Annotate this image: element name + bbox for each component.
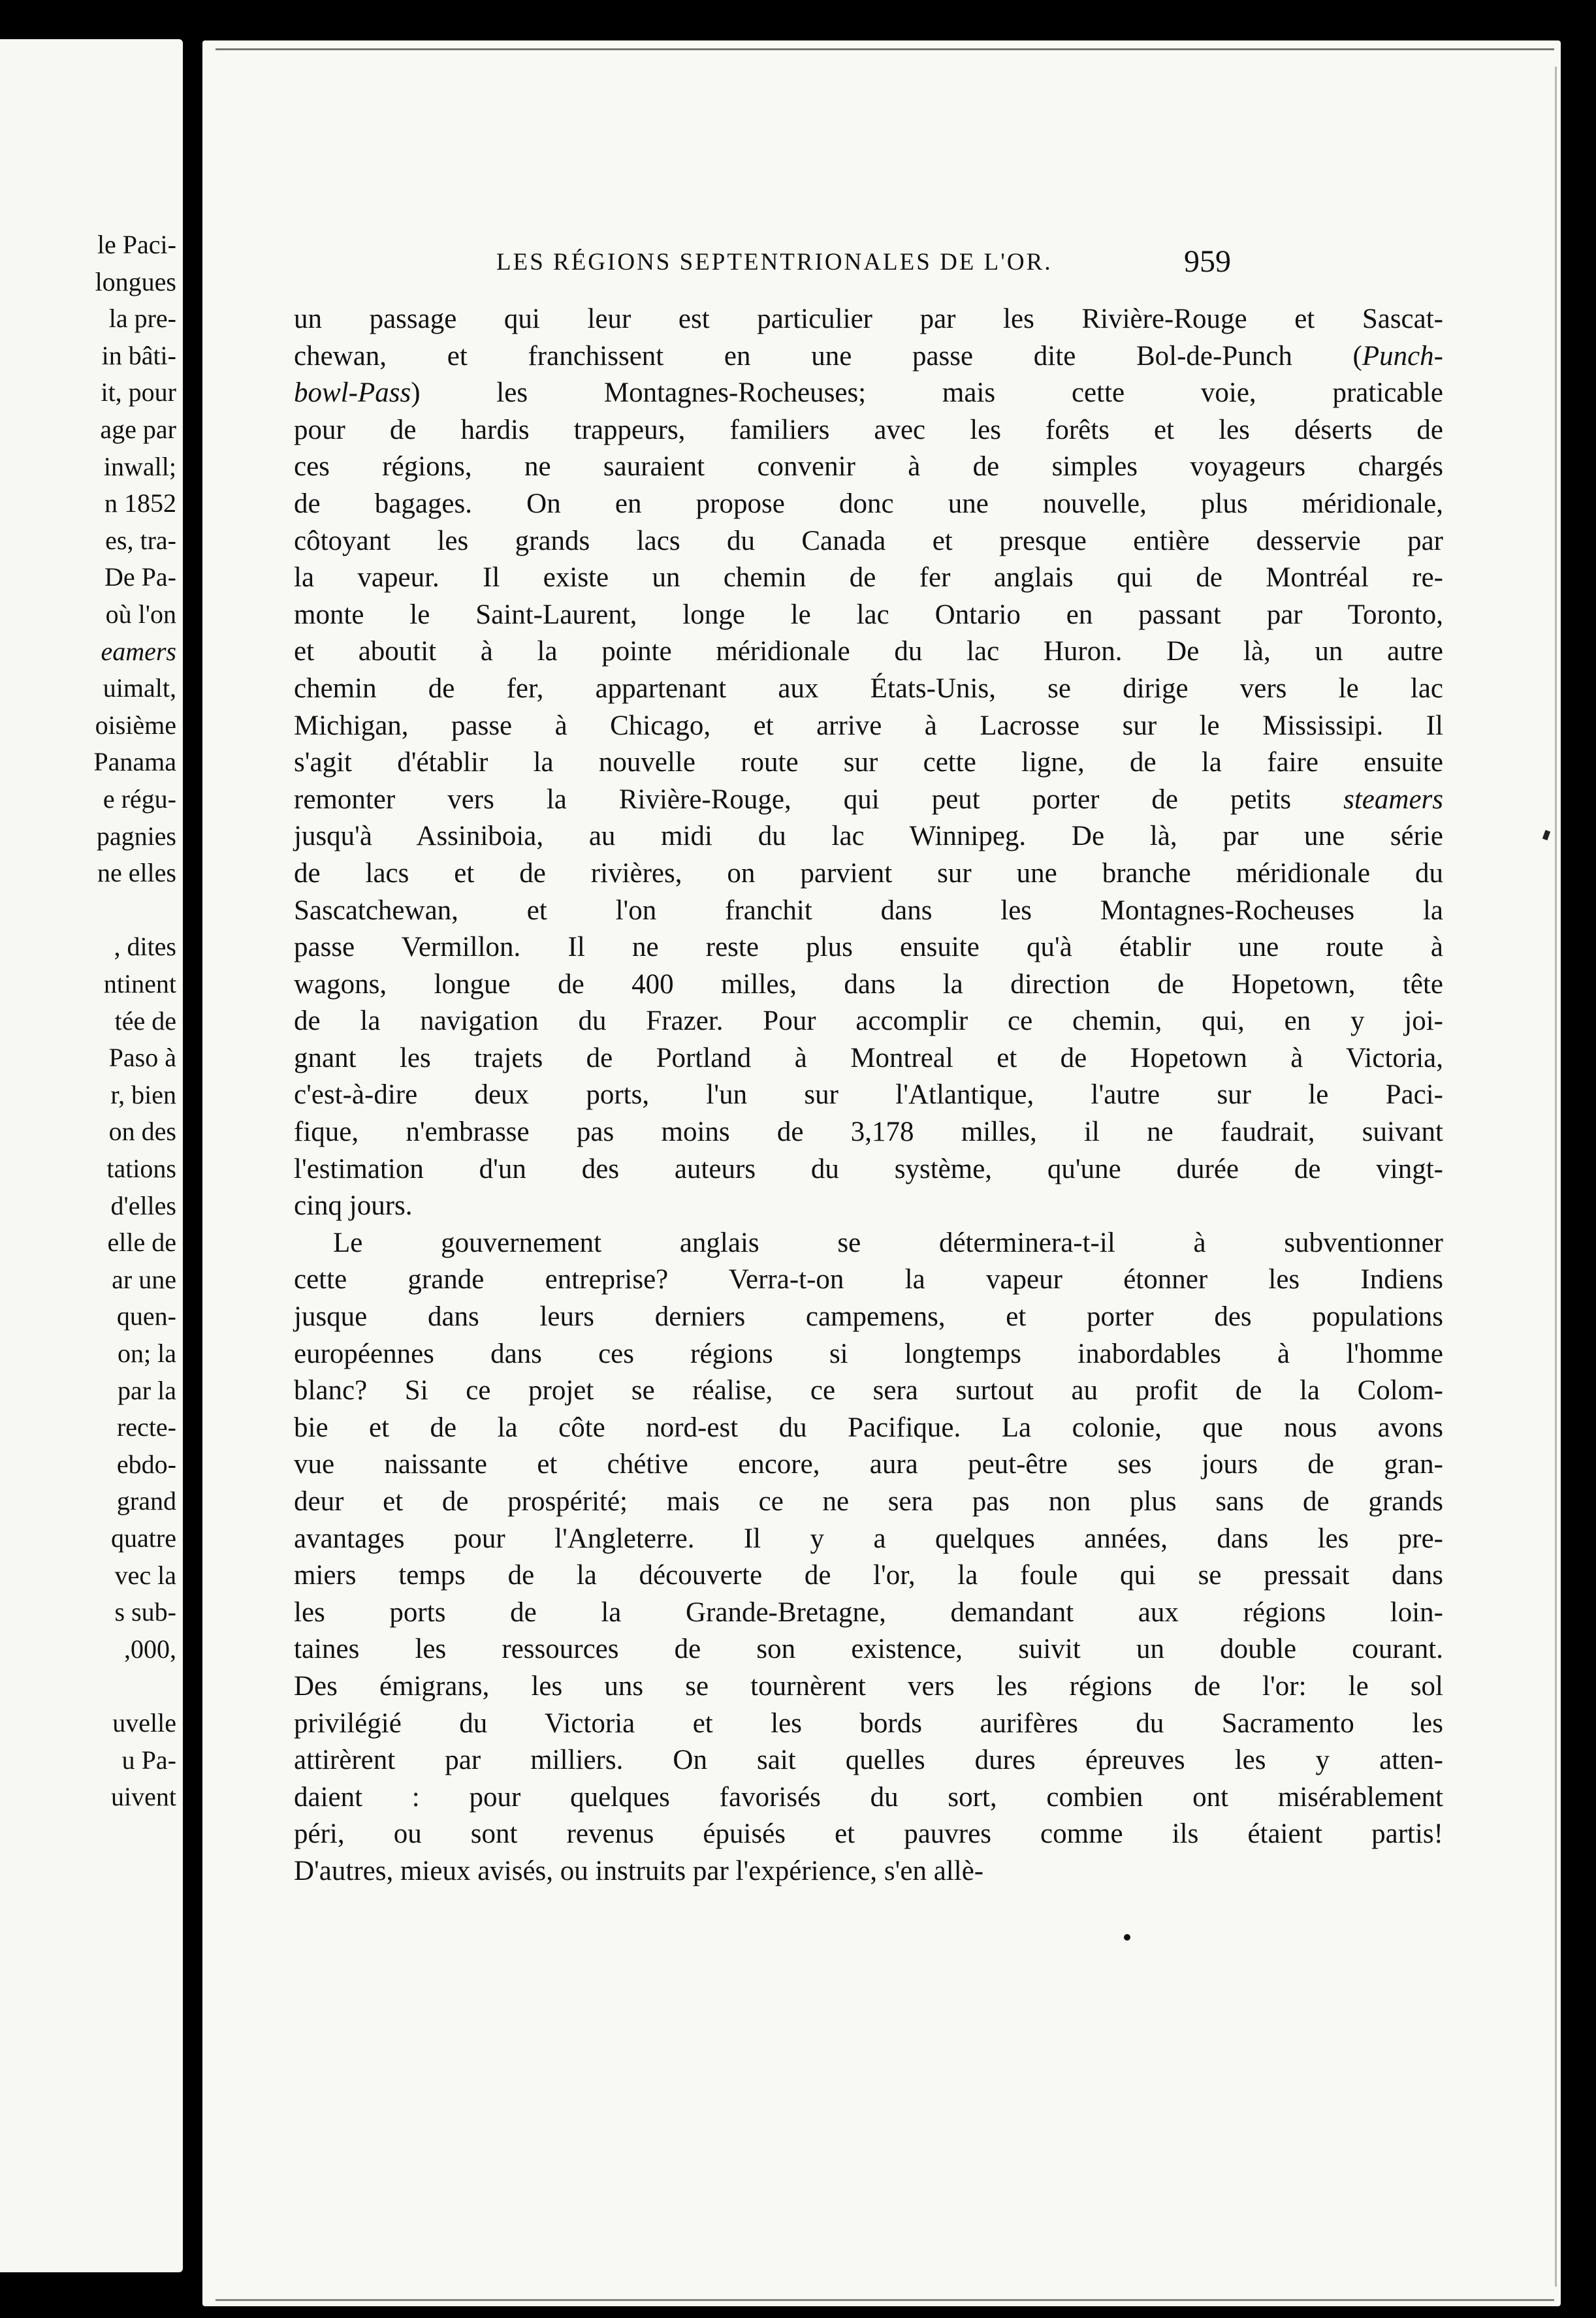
facing-page-line: inwall;: [103, 451, 176, 481]
facing-page-line: e régu-: [103, 784, 176, 814]
text-line: un passage qui leur est particulier par les Rivière-Rouge et Sascat-: [294, 304, 1443, 334]
facing-page-line: eamers: [101, 636, 176, 666]
facing-page-line: it, pour: [101, 377, 176, 407]
text-line: de bagages. On en propose donc une nouvelle, plus méridionale,: [294, 488, 1443, 519]
facing-page-line: uimalt,: [103, 673, 176, 703]
text-line: chewan, et franchissent en une passe dite Bol-de-Punch (Punch-: [294, 340, 1443, 372]
facing-page-line: r, bien: [110, 1079, 176, 1109]
top-edge-rule: [215, 48, 1554, 50]
text-line: privilégié du Victoria et les bords aurifères du Sacramento les: [294, 1707, 1443, 1739]
facing-page-line: ,000,: [124, 1634, 176, 1664]
text-line: Sascatchewan, et l'on franchit dans les Montagnes-Rocheuses la: [294, 895, 1443, 926]
text-line: jusque dans leurs derniers campemens, et porter des populations: [294, 1301, 1443, 1333]
facing-page-line: ntinent: [103, 969, 176, 998]
text-line: pour de hardis trappeurs, familiers avec les forêts et les déserts de: [294, 414, 1443, 445]
text-line: cinq jours.: [294, 1190, 413, 1222]
facing-page-line: uivent: [111, 1782, 176, 1812]
text-line: deur et de prospérité; mais ce ne sera pas non plus sans de grands: [294, 1486, 1443, 1517]
facing-page-line: vec la: [114, 1560, 176, 1590]
text-line: de lacs et de rivières, on parvient sur une branche méridionale du: [294, 857, 1443, 889]
text-line: attirèrent par milliers. On sait quelles dures épreuves les y atten-: [294, 1745, 1443, 1776]
facing-page-line: la pre-: [108, 304, 176, 334]
page-edge-shadow: [1555, 67, 1557, 2287]
text-line: l'estimation d'un des auteurs du système, qu'une durée de vingt-: [294, 1153, 1443, 1184]
facing-page-line: Panama: [93, 747, 176, 777]
running-head: LES RÉGIONS SEPTENTRIONALES DE L'OR.: [496, 249, 1053, 276]
text-line: avantages pour l'Angleterre. Il y a quelques années, dans les pre-: [294, 1523, 1443, 1554]
text-line: ces régions, ne sauraient convenir à de simples voyageurs chargés: [294, 451, 1443, 483]
text-line: côtoyant les grands lacs du Canada et presque entière desservie par: [294, 525, 1443, 556]
facing-page-line: par la: [118, 1375, 176, 1405]
facing-page-line: elle de: [107, 1228, 176, 1258]
facing-page-line: grand: [116, 1486, 176, 1516]
text-line: cette grande entreprise? Verra-t-on la vapeur étonner les Indiens: [294, 1264, 1443, 1295]
text-line: Des émigrans, les uns se tournèrent vers les régions de l'or: le sol: [294, 1670, 1443, 1702]
text-line: bie et de la côte nord-est du Pacifique. La colonie, que nous avons: [294, 1412, 1443, 1443]
text-line: miers temps de la découverte de l'or, la foule qui se pressait dans: [294, 1560, 1443, 1591]
text-line: la vapeur. Il existe un chemin de fer anglais qui de Montréal re-: [294, 562, 1443, 594]
text-line: monte le Saint-Laurent, longe le lac Ontario en passant par Toronto,: [294, 599, 1443, 630]
text-line: Le gouvernement anglais se déterminera-t-il à subventionner: [333, 1227, 1443, 1258]
margin-speck: [1542, 830, 1550, 840]
facing-page-line: ne elles: [97, 858, 176, 888]
text-line: de la navigation du Frazer. Pour accomplir ce chemin, qui, en y joi-: [294, 1006, 1443, 1037]
facing-page-line: es, tra-: [105, 525, 176, 555]
facing-page-line: tée de: [114, 1006, 176, 1036]
facing-page-line: n 1852: [104, 488, 176, 518]
facing-page-line: oisième: [95, 710, 176, 740]
facing-page-line: in bâti-: [101, 340, 176, 370]
text-line: D'autres, mieux avisés, ou instruits par l'expérience, s'en allè-: [294, 1855, 984, 1886]
facing-page-line: age par: [100, 415, 176, 444]
book-page: [202, 40, 1561, 2306]
facing-page-fragment: [0, 39, 183, 2272]
bottom-edge-rule: [215, 2299, 1554, 2301]
facing-page-line: pagnies: [96, 821, 176, 851]
text-line: fique, n'embrasse pas moins de 3,178 milles, il ne faudrait, suivant: [294, 1117, 1443, 1148]
text-line: wagons, longue de 400 milles, dans la direction de Hopetown, tête: [294, 968, 1443, 1000]
facing-page-line: d'elles: [110, 1190, 176, 1220]
facing-page-line: on des: [108, 1117, 176, 1147]
text-line: européennes dans ces régions si longtemps inabordables à l'homme: [294, 1338, 1443, 1369]
facing-page-line: ebdo-: [116, 1449, 176, 1479]
body-text: [294, 301, 1443, 1890]
text-line: s'agit d'établir la nouvelle route sur cette ligne, de la faire ensuite: [294, 747, 1443, 778]
facing-page-line: on; la: [118, 1339, 176, 1368]
ink-dot: [1124, 1934, 1130, 1941]
facing-page-line: quen-: [116, 1301, 176, 1331]
facing-page-line: uvelle: [112, 1708, 176, 1738]
text-line: jusqu'à Assiniboia, au midi du lac Winnipeg. De là, par une série: [294, 821, 1443, 852]
text-line: péri, ou sont revenus épuisés et pauvres comme ils étaient partis!: [294, 1818, 1443, 1850]
text-line: chemin de fer, appartenant aux États-Unis, se dirige vers le lac: [294, 673, 1443, 704]
text-line: c'est-à-dire deux ports, l'un sur l'Atlantique, l'autre sur le Paci-: [294, 1079, 1443, 1111]
facing-page-line: , dites: [114, 932, 176, 962]
text-line: passe Vermillon. Il ne reste plus ensuite qu'à établir une route à: [294, 932, 1443, 963]
text-line: et aboutit à la pointe méridionale du lac Huron. De là, un autre: [294, 636, 1443, 667]
facing-page-line: quatre: [111, 1523, 176, 1553]
text-line: daient : pour quelques favorisés du sort, combien ont misérablement: [294, 1781, 1443, 1813]
text-line: remonter vers la Rivière-Rouge, qui peut porter de petits steamers: [294, 784, 1443, 815]
facing-page-line: Paso à: [108, 1043, 176, 1073]
facing-page-line: u Pa-: [121, 1745, 176, 1775]
text-line: taines les ressources de son existence, suivit un double courant.: [294, 1634, 1443, 1665]
text-line: gnant les trajets de Portland à Montreal et de Hopetown à Victoria,: [294, 1042, 1443, 1073]
text-line: Michigan, passe à Chicago, et arrive à Lacrosse sur le Mississipi. Il: [294, 710, 1443, 741]
facing-page-line: le Paci-: [97, 230, 176, 259]
facing-page-line: s sub-: [114, 1597, 176, 1627]
facing-page-line: tations: [106, 1154, 176, 1183]
facing-page-line: longues: [95, 266, 176, 296]
facing-page-line: De Pa-: [104, 562, 176, 592]
facing-page-line: ar une: [112, 1264, 176, 1294]
text-line: blanc? Si ce projet se réalise, ce sera surtout au profit de la Colom-: [294, 1375, 1443, 1406]
text-line: vue naissante et chétive encore, aura peut-être ses jours de gran-: [294, 1449, 1443, 1480]
text-line: bowl-Pass) les Montagnes-Rocheuses; mais cette voie, praticable: [294, 377, 1443, 409]
text-line: les ports de la Grande-Bretagne, demandant aux régions loin-: [294, 1596, 1443, 1628]
facing-page-line: recte-: [116, 1412, 176, 1442]
page-number: 959: [1184, 244, 1231, 279]
facing-page-line: où l'on: [105, 599, 176, 629]
